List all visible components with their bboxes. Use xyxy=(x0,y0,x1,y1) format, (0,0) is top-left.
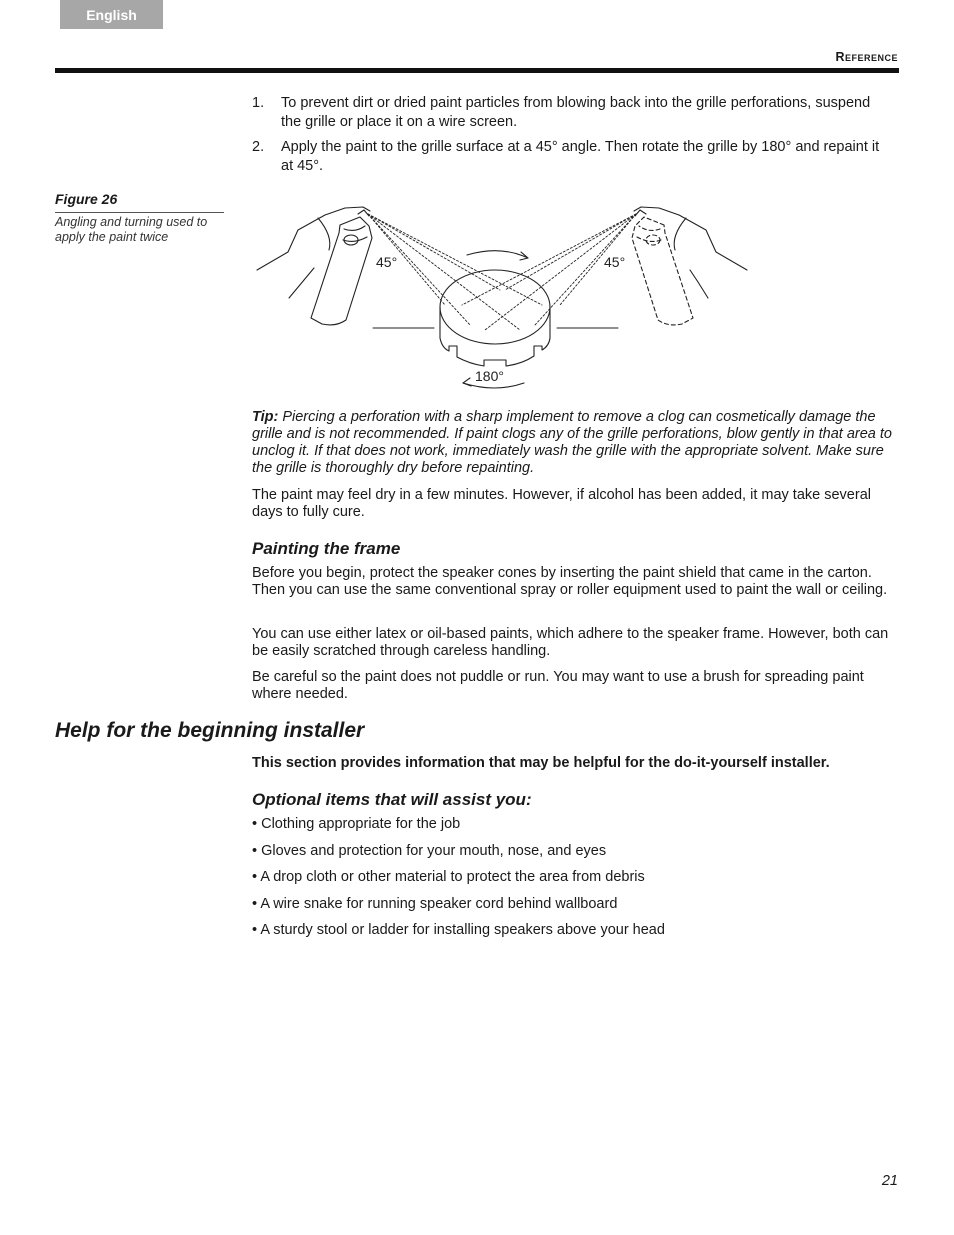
grille-icon xyxy=(440,270,550,366)
right-spray-can-icon xyxy=(632,207,747,325)
figure-caption-rule xyxy=(55,212,224,213)
frame-paragraph: You can use either latex or oil-based paints, which adhere to the speaker frame. However, both can be easily scratched through careless handling. xyxy=(252,626,889,659)
section-label: Reference xyxy=(835,50,898,64)
page-number: 21 xyxy=(881,1173,898,1189)
step-text: Apply the paint to the grille surface at a 45° angle. Then rotate the grille by 180° and repaint it at 45°. xyxy=(281,139,880,174)
angle-label-right: 45° xyxy=(604,254,626,270)
left-spray-can-icon xyxy=(257,207,372,325)
step-item xyxy=(252,138,892,176)
bullet-icon: • xyxy=(252,842,258,859)
list-item: • A sturdy stool or ladder for installing speakers above your head xyxy=(252,922,665,938)
dry-note: The paint may feel dry in a few minutes. However, if alcohol has been added, it may take several days to fully cure. xyxy=(252,487,871,520)
step-number: 1. xyxy=(252,95,265,111)
angle-label-left: 45° xyxy=(376,254,398,270)
spray-painting-illustration xyxy=(250,198,760,398)
tip-label: Tip: xyxy=(252,409,279,425)
step-list xyxy=(252,94,892,182)
list-item: • A drop cloth or other material to protect the area from debris xyxy=(252,869,645,885)
step-text: To prevent dirt or dried paint particles from blowing back into the grille perforations, suspend the grille or place it on a wire screen. xyxy=(281,95,871,130)
rotation-label: 180° xyxy=(475,368,504,384)
spray-lines xyxy=(368,214,636,330)
bullet-icon: • xyxy=(252,922,258,938)
optional-items-list xyxy=(252,815,665,948)
figure-caption: Angling and turning used to apply the paint twice xyxy=(55,215,208,244)
list-item: • A wire snake for running speaker cord behind wallboard xyxy=(252,895,618,912)
list-item: • Gloves and protection for your mouth, nose, and eyes xyxy=(252,842,607,859)
step-number: 2. xyxy=(252,139,265,155)
header-rule xyxy=(55,68,899,73)
language-tab-english[interactable]: English xyxy=(60,0,163,29)
figure-label: Figure 26 xyxy=(55,191,118,207)
frame-paragraph: Before you begin, protect the speaker cones by inserting the paint shield that came in the carton. Then you can use the same conventional spray or roller equipment used to paint the wall or ceiling. xyxy=(252,565,888,598)
help-heading: Help for the beginning installer xyxy=(55,719,365,742)
help-intro: This section provides information that may be helpful for the do-it-yourself installer. xyxy=(252,755,830,771)
bullet-icon: • xyxy=(252,895,258,912)
bullet-icon: • xyxy=(252,869,258,885)
step-item xyxy=(252,94,892,132)
rotation-arrow-top xyxy=(467,251,528,258)
optional-items-heading: Optional items that will assist you: xyxy=(252,790,532,809)
frame-paragraph: Be careful so the paint does not puddle or run. You may want to use a brush for spreading paint where needed. xyxy=(252,669,864,702)
list-item: • Clothing appropriate for the job xyxy=(252,816,461,832)
bullet-icon: • xyxy=(252,816,258,832)
painting-frame-heading: Painting the frame xyxy=(252,539,401,558)
tip-box xyxy=(252,409,892,477)
tip-text: Piercing a perforation with a sharp implement to remove a clog can cosmetically damage the grille and is not recommended. If paint clogs any of the grille perforations, blow gently in that area to unclog it. If that does not work, immediately wash the grille with the appropriate solvent. Make sure the grille is thoroughly dry before repainting. xyxy=(252,409,892,476)
